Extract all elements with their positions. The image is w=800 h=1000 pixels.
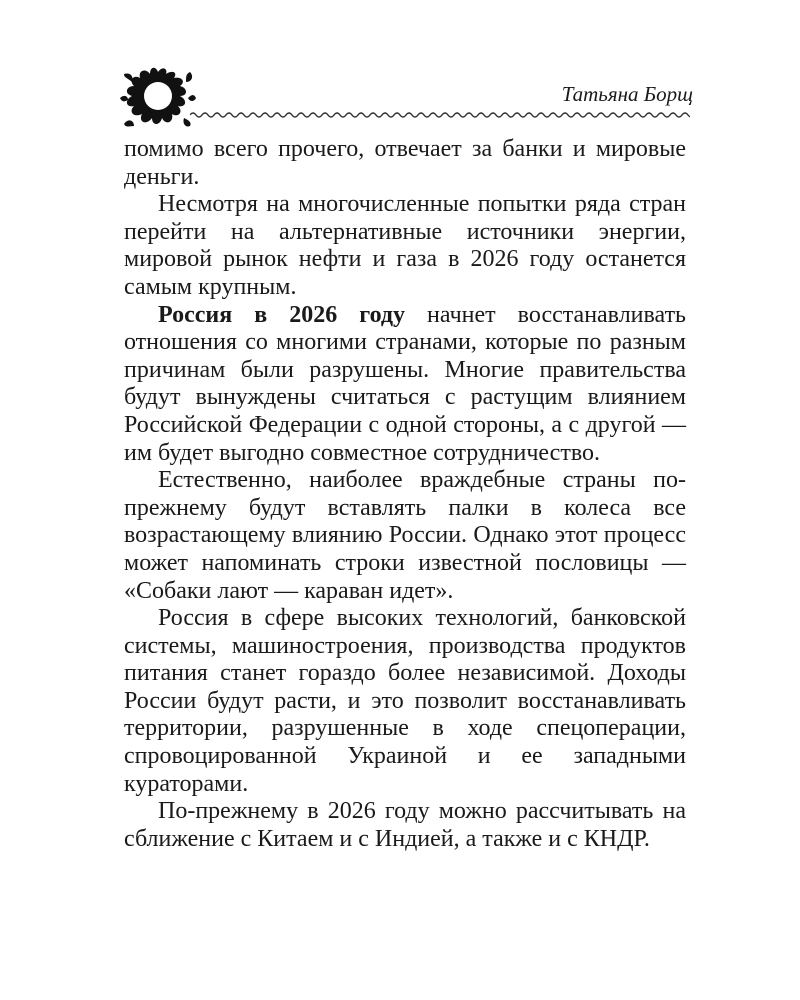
paragraph-4: Естественно, наиболее враждебные страны по-прежнему будут вставлять палки в колеса все возрастающему влиянию России. Однако этот процесс может напоминать строки известной пословицы — «Собаки лают — караван идет».	[124, 467, 686, 604]
paragraph-6: По-прежнему в 2026 году можно рассчитывать на сближение с Китаем и с Индией, а также и с КНДР.	[124, 798, 686, 852]
paragraph-5: Россия в сфере высоких технологий, банковской системы, машиностроения, производства продуктов питания станет гораздо более независимой. Доходы России будут расти, и это позволит восстанавливать территории, разрушенные в ходе спецоперации, спровоцированной Украиной и ее западными кураторами.	[124, 605, 686, 797]
paragraph-3-text: начнет восстанавливать отношения со многими странами, которые по разным причинам были разрушены. Многие правительства будут вынуждены считаться с растущим влиянием Российской Федерации с одной стороны, а с другой — им будет выгодно совместное сотрудничество.	[124, 301, 687, 466]
paragraph-3-bold-lead: Россия в 2026 году	[158, 301, 406, 328]
paragraph-2: Несмотря на многочисленные попытки ряда стран перейти на альтернативные источники энергии, мировой рынок нефти и газа в 2026 году останется самым крупным.	[124, 191, 686, 300]
running-head-author: Татьяна Борщ	[561, 82, 693, 106]
paragraph-3	[124, 302, 686, 468]
body-text	[124, 136, 686, 853]
page-number: 8	[153, 84, 165, 108]
paragraph-1: помимо всего прочего, отвечает за банки и мировые деньги.	[124, 136, 686, 190]
wavy-divider	[190, 110, 690, 120]
page-header	[0, 0, 800, 140]
